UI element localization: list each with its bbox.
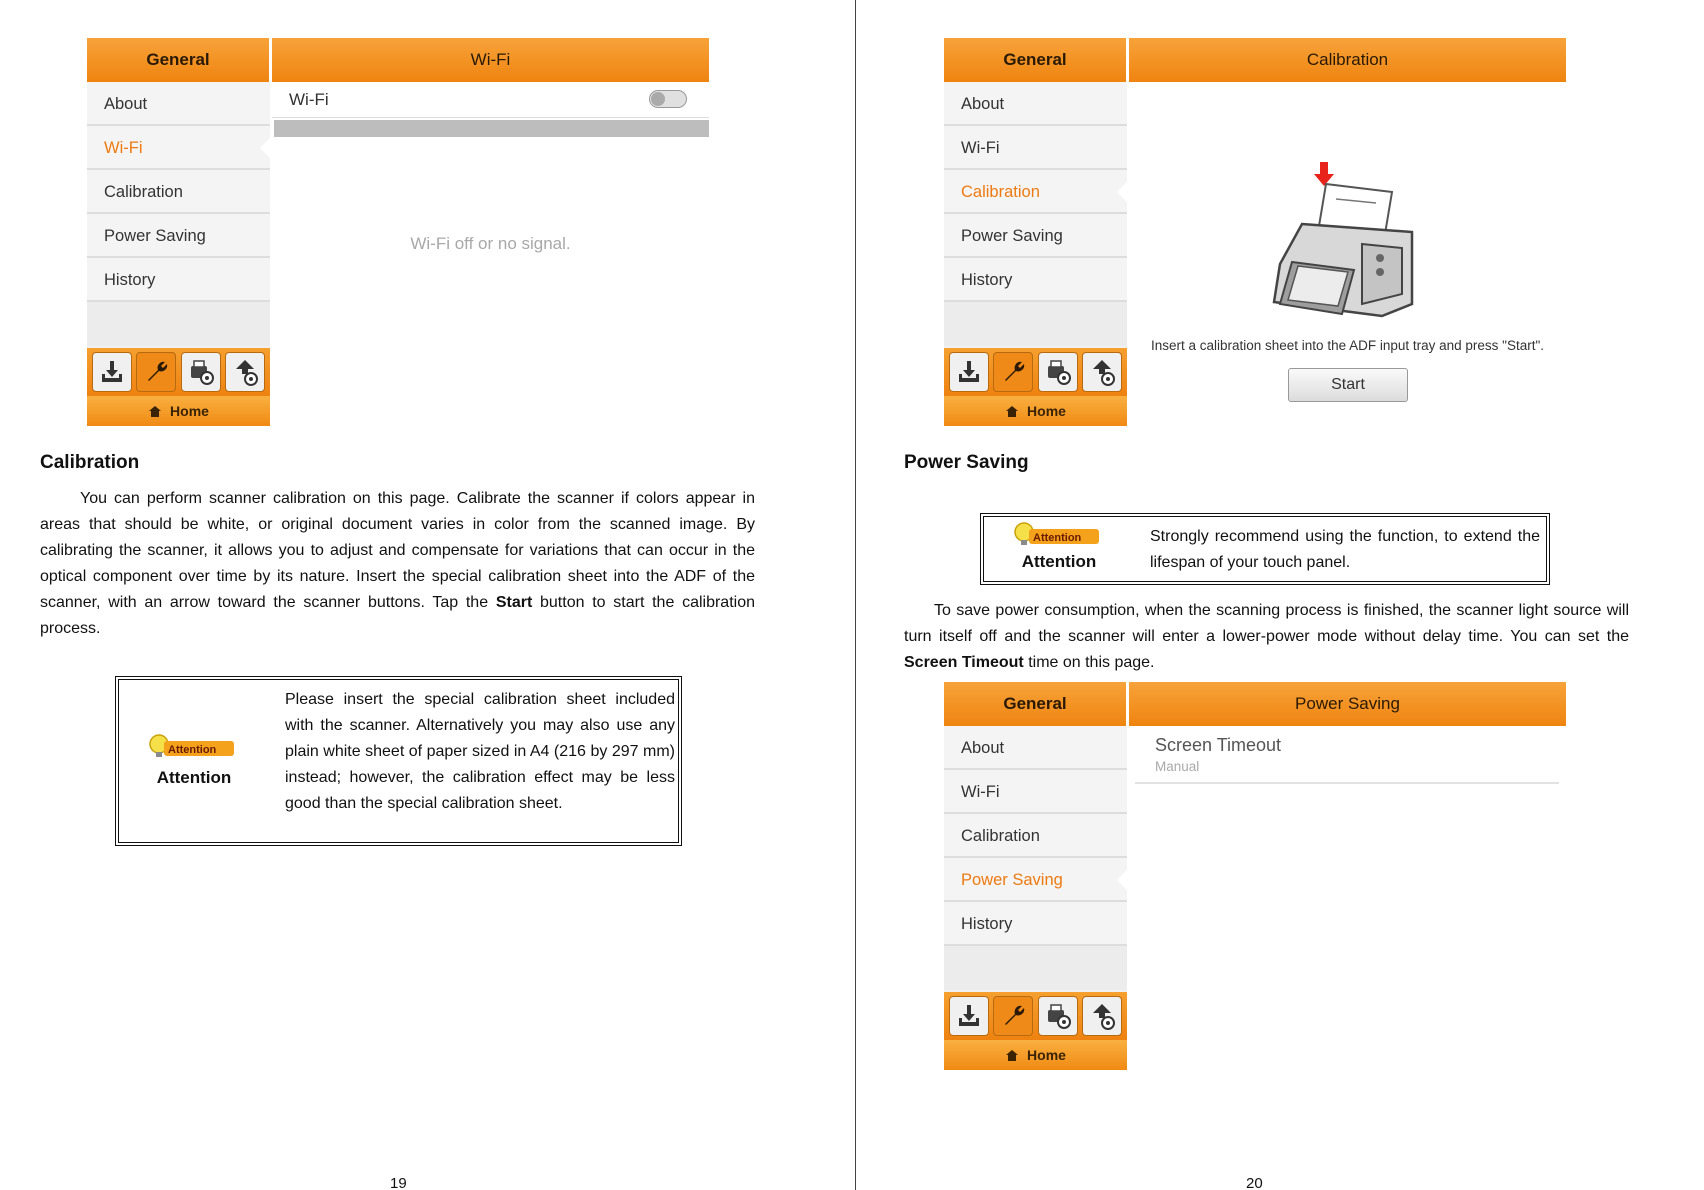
scanner-illustration xyxy=(1262,154,1432,329)
general-header: General xyxy=(87,38,270,82)
wrench-icon xyxy=(142,358,170,386)
attention-label: Attention xyxy=(156,768,232,787)
sidebar-item-power-saving[interactable]: Power Saving xyxy=(944,858,1127,902)
settings-sidebar xyxy=(944,82,1127,348)
home-label: Home xyxy=(1027,403,1066,419)
sidebar-item-about[interactable]: About xyxy=(87,82,270,126)
calibration-screenshot xyxy=(944,38,1566,426)
sidebar-item-calibration[interactable]: Calibration xyxy=(944,170,1127,214)
home-icon xyxy=(148,405,162,418)
home-label: Home xyxy=(1027,1047,1066,1063)
download-icon xyxy=(955,358,983,386)
general-header: General xyxy=(944,682,1127,726)
download-icon xyxy=(98,358,126,386)
power-saving-text-2: time on this page. xyxy=(1023,654,1155,671)
page-divider xyxy=(855,0,856,1190)
settings-wrench-button[interactable] xyxy=(136,352,176,392)
page-number-right: 20 xyxy=(1246,1175,1263,1190)
wifi-toggle-switch[interactable] xyxy=(649,90,687,108)
upload-settings-icon xyxy=(1088,358,1116,386)
attention-bulb-icon xyxy=(1013,520,1105,550)
sidebar-filler xyxy=(87,302,270,346)
power-saving-header: Power Saving xyxy=(1129,682,1566,726)
sidebar-item-about[interactable]: About xyxy=(944,726,1127,770)
toolbar xyxy=(944,348,1127,396)
scanner-settings-button[interactable] xyxy=(1038,352,1078,392)
power-saving-text-1: To save power consumption, when the scanning process is finished, the scanner light source will turn itself off and the scanner will enter a lower-power mode without delay time. You can set the xyxy=(904,602,1629,645)
sidebar-filler xyxy=(944,302,1127,346)
wifi-row xyxy=(272,82,709,118)
page-number-left: 19 xyxy=(390,1175,407,1190)
wifi-status-text: Wi-Fi off or no signal. xyxy=(410,234,571,253)
home-icon xyxy=(1005,1049,1019,1062)
toolbar xyxy=(87,348,270,396)
sidebar-item-history[interactable]: History xyxy=(944,902,1127,946)
sidebar-item-power-saving[interactable]: Power Saving xyxy=(944,214,1127,258)
wifi-header: Wi-Fi xyxy=(272,38,709,82)
sidebar-item-history[interactable]: History xyxy=(944,258,1127,302)
home-label: Home xyxy=(170,403,209,419)
calibration-text-1: You can perform scanner calibration on this page. Calibrate the scanner if colors appear in areas that should be white, or original document varies in color from the scanned image. By calibrating the scanner, it allows you to adjust and compensate for variations that can occur in the optical component over time by its nature. Insert the special calibration sheet into the ADF of the scanner, with an arrow toward the scanner buttons. Tap the xyxy=(40,490,755,611)
sidebar-item-about[interactable]: About xyxy=(944,82,1127,126)
scanner-settings-icon xyxy=(187,358,215,386)
settings-wrench-button[interactable] xyxy=(993,352,1033,392)
scanner-settings-icon xyxy=(1044,358,1072,386)
wrench-icon xyxy=(999,1002,1027,1030)
wifi-panel xyxy=(272,82,709,426)
wrench-icon xyxy=(999,358,1027,386)
attention-badge-text: Attention xyxy=(168,744,217,756)
sidebar-item-wifi[interactable]: Wi-Fi xyxy=(87,126,270,170)
download-button[interactable] xyxy=(949,996,989,1036)
attention-box-calibration xyxy=(115,676,682,846)
calibration-panel xyxy=(1129,82,1566,426)
general-header: General xyxy=(944,38,1127,82)
power-saving-screenshot xyxy=(944,682,1566,1070)
wifi-label: Wi-Fi xyxy=(289,90,329,109)
upload-settings-button[interactable] xyxy=(1082,996,1122,1036)
upload-settings-icon xyxy=(1088,1002,1116,1030)
scanner-settings-button[interactable] xyxy=(1038,996,1078,1036)
attention-text: Strongly recommend using the function, to extend the lifespan of your touch panel. xyxy=(1150,528,1540,571)
calibration-text-2: button to start the calibration process. xyxy=(40,594,756,637)
attention-box-power-saving xyxy=(980,513,1550,585)
screen-timeout-setting[interactable] xyxy=(1135,726,1559,784)
scanner-settings-button[interactable] xyxy=(181,352,221,392)
scanner-settings-icon xyxy=(1044,1002,1072,1030)
download-icon xyxy=(955,1002,983,1030)
power-saving-paragraph xyxy=(904,598,1629,676)
screen-timeout-title: Screen Timeout xyxy=(1155,735,1282,755)
settings-sidebar xyxy=(87,82,270,348)
sidebar-item-calibration[interactable]: Calibration xyxy=(87,170,270,214)
download-button[interactable] xyxy=(92,352,132,392)
calibration-header: Calibration xyxy=(1129,38,1566,82)
wifi-list-bar xyxy=(274,120,709,137)
sidebar-item-calibration[interactable]: Calibration xyxy=(944,814,1127,858)
home-button[interactable] xyxy=(944,396,1127,426)
home-icon xyxy=(1005,405,1019,418)
start-term: Start xyxy=(495,594,533,611)
upload-settings-icon xyxy=(231,358,259,386)
attention-text: Please insert the special calibration sheet included with the scanner. Alternatively you may also use any plain white sheet of paper sized in A4 (216 by 297 mm) instead; however, the calibration effect may be less good than the special calibration sheet. xyxy=(285,691,675,812)
calibration-instruction: Insert a calibration sheet into the ADF input tray and press "Start". xyxy=(1150,338,1545,353)
power-saving-heading: Power Saving xyxy=(904,452,1029,473)
sidebar-filler xyxy=(944,946,1127,990)
calibration-paragraph xyxy=(40,486,755,642)
upload-settings-button[interactable] xyxy=(1082,352,1122,392)
attention-bulb-icon xyxy=(148,732,240,762)
start-button[interactable]: Start xyxy=(1288,368,1408,402)
settings-wrench-button[interactable] xyxy=(993,996,1033,1036)
screen-timeout-value: Manual xyxy=(1155,759,1200,774)
attention-label: Attention xyxy=(1021,552,1097,571)
screen-timeout-term: Screen Timeout xyxy=(904,654,1024,671)
download-button[interactable] xyxy=(949,352,989,392)
toolbar xyxy=(944,992,1127,1040)
sidebar-item-wifi[interactable]: Wi-Fi xyxy=(944,126,1127,170)
attention-badge-text: Attention xyxy=(1033,532,1082,544)
attention-badge xyxy=(148,732,240,788)
sidebar-item-power-saving[interactable]: Power Saving xyxy=(87,214,270,258)
sidebar-item-wifi[interactable]: Wi-Fi xyxy=(944,770,1127,814)
sidebar-item-history[interactable]: History xyxy=(87,258,270,302)
settings-sidebar xyxy=(944,726,1127,992)
home-button[interactable] xyxy=(87,396,270,426)
attention-badge xyxy=(1013,520,1105,572)
calibration-heading: Calibration xyxy=(40,452,140,473)
upload-settings-button[interactable] xyxy=(225,352,265,392)
red-arrow-icon xyxy=(1314,162,1334,186)
power-saving-panel xyxy=(1129,726,1566,1070)
wifi-settings-screenshot xyxy=(87,38,709,426)
home-button[interactable] xyxy=(944,1040,1127,1070)
